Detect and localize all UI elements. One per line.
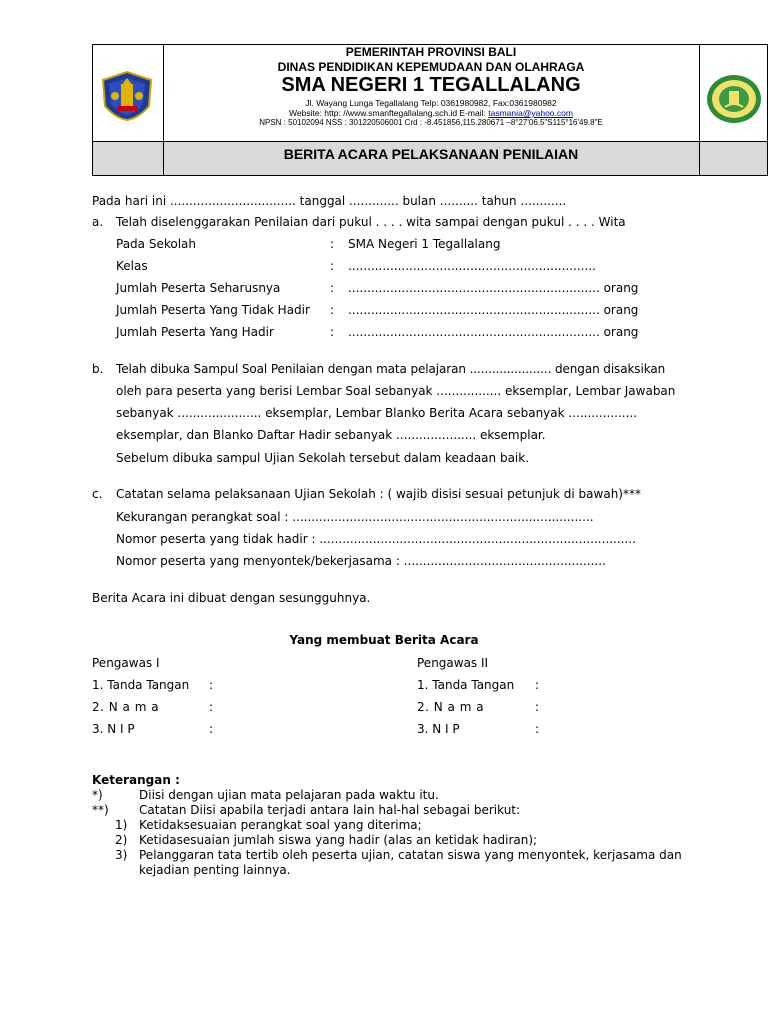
shaded-cell-right	[699, 141, 767, 175]
row-colon: :	[330, 303, 335, 317]
pengawas-1-title: Pengawas I	[92, 656, 160, 670]
row-colon: :	[330, 281, 335, 295]
school-contact: Website: http: //www.smanftegallalang.sch.id E-mail: tasmania@yahoo.com	[289, 108, 573, 118]
pengawas-2-nama: 2. N a m a	[417, 700, 485, 714]
note-continuation: kejadian penting lainnya.	[139, 863, 291, 877]
school-npsn: NPSN : 50102094 NSS : 301220506001 Crd : -8.451856,115.280671 –8°27'06.5"S115°16'49.8"E	[259, 118, 603, 127]
pengawas-1-nip: 3. N I P	[92, 722, 135, 736]
row-colon: :	[330, 325, 335, 339]
section-a-text: Telah diselenggarakan Penilaian dari pukul . . . . wita sampai dengan pukul . . . . Wita	[116, 215, 626, 229]
intro-line: Pada hari ini ................................. tanggal ............. bulan .......... tahun ............	[92, 194, 567, 208]
closing-statement: Berita Acara ini dibuat dengan sesungguhnya.	[92, 591, 371, 605]
row-label: Jumlah Peserta Yang Hadir	[116, 325, 274, 339]
row-value: .................................................................	[348, 259, 596, 273]
signature-heading: Yang membuat Berita Acara	[289, 633, 479, 647]
email-link[interactable]: tasmania@yahoo.com	[488, 108, 573, 118]
colon: :	[535, 700, 540, 714]
note-item-text: Pelanggaran tata tertib oleh peserta ujian, catatan siswa yang menyontek, kerjasama dan	[139, 848, 682, 862]
pengawas-2-nip: 3. N I P	[417, 722, 460, 736]
section-b-line: sebanyak ...................... eksemplar, Lembar Blanko Berita Acara sebanyak ..................	[116, 406, 638, 420]
row-label: Kelas	[116, 259, 148, 273]
note-text: Catatan Diisi apabila terjadi antara lain hal-hal sebagai berikut:	[139, 803, 521, 817]
bali-province-emblem-icon	[99, 70, 155, 122]
section-c-marker: c.	[92, 487, 103, 501]
section-c-row: Nomor peserta yang tidak hadir : ...................................................................................	[116, 532, 636, 546]
row-colon: :	[330, 237, 335, 251]
colon: :	[209, 678, 214, 692]
section-a-marker: a.	[92, 215, 104, 229]
school-name: SMA NEGERI 1 TEGALLALANG	[281, 74, 581, 96]
note-number: 3)	[115, 848, 128, 862]
section-c-row: Kekurangan perangkat soal : ...............................................................................	[116, 510, 594, 524]
notes-heading: Keterangan :	[92, 773, 180, 787]
row-value: SMA Negeri 1 Tegallalang	[348, 237, 501, 251]
note-text: Diisi dengan ujian mata pelajaran pada waktu itu.	[139, 788, 439, 802]
row-label: Jumlah Peserta Yang Tidak Hadir	[116, 303, 310, 317]
row-label: Jumlah Peserta Seharusnya	[116, 281, 281, 295]
row-value: .................................................................. orang	[348, 325, 639, 339]
department-name: DINAS PENDIDIKAN KEPEMUDAAN DAN OLAHRAGA	[277, 60, 585, 74]
note-item-text: Ketidasesuaian jumlah siswa yang hadir (alas an ketidak hadiran);	[139, 833, 538, 847]
school-address: Jl. Wayang Lunga Tegallalang Telp: 0361980982, Fax:0361980982	[305, 98, 557, 108]
pengawas-1-ttd: 1. Tanda Tangan	[92, 678, 190, 692]
row-value: .................................................................. orang	[348, 303, 639, 317]
government-name: PEMERINTAH PROVINSI BALI	[345, 45, 517, 59]
colon: :	[535, 722, 540, 736]
document-title: BERITA ACARA PELAKSANAAN PENILAIAN	[283, 146, 579, 162]
pengawas-2-title: Pengawas II	[417, 656, 489, 670]
colon: :	[209, 700, 214, 714]
note-number: 1)	[115, 818, 128, 832]
section-c-row: Nomor peserta yang menyontek/bekerjasama : .....................................................	[116, 554, 606, 568]
note-item-text: Ketidaksesuaian perangkat soal yang diterima;	[139, 818, 422, 832]
row-value: .................................................................. orang	[348, 281, 639, 295]
row-label: Pada Sekolah	[116, 237, 196, 251]
shaded-cell-left	[93, 141, 163, 175]
colon: :	[209, 722, 214, 736]
section-c-text: Catatan selama pelaksanaan Ujian Sekolah : ( wajib disisi sesuai petunjuk di bawah)***	[116, 487, 641, 501]
section-b-marker: b.	[92, 362, 104, 376]
pengawas-2-ttd: 1. Tanda Tangan	[417, 678, 515, 692]
row-colon: :	[330, 259, 335, 273]
note-mark: *)	[92, 788, 103, 802]
section-b-line: oleh para peserta yang berisi Lembar Soal sebanyak ................. eksemplar, Lembar Jawaban	[116, 384, 676, 398]
pengawas-1-nama: 2. N a m a	[92, 700, 160, 714]
note-number: 2)	[115, 833, 128, 847]
school-emblem-icon	[705, 73, 763, 125]
section-b-line: Sebelum dibuka sampul Ujian Sekolah tersebut dalam keadaan baik.	[116, 451, 530, 465]
note-mark: **)	[92, 803, 109, 817]
section-b-line: Telah dibuka Sampul Soal Penilaian dengan mata pelajaran ...................... dengan disaksikan	[116, 362, 666, 376]
section-b-line: eksemplar, dan Blanko Daftar Hadir sebanyak ..................... eksemplar.	[116, 428, 546, 442]
letterhead-table	[92, 44, 768, 176]
colon: :	[535, 678, 540, 692]
